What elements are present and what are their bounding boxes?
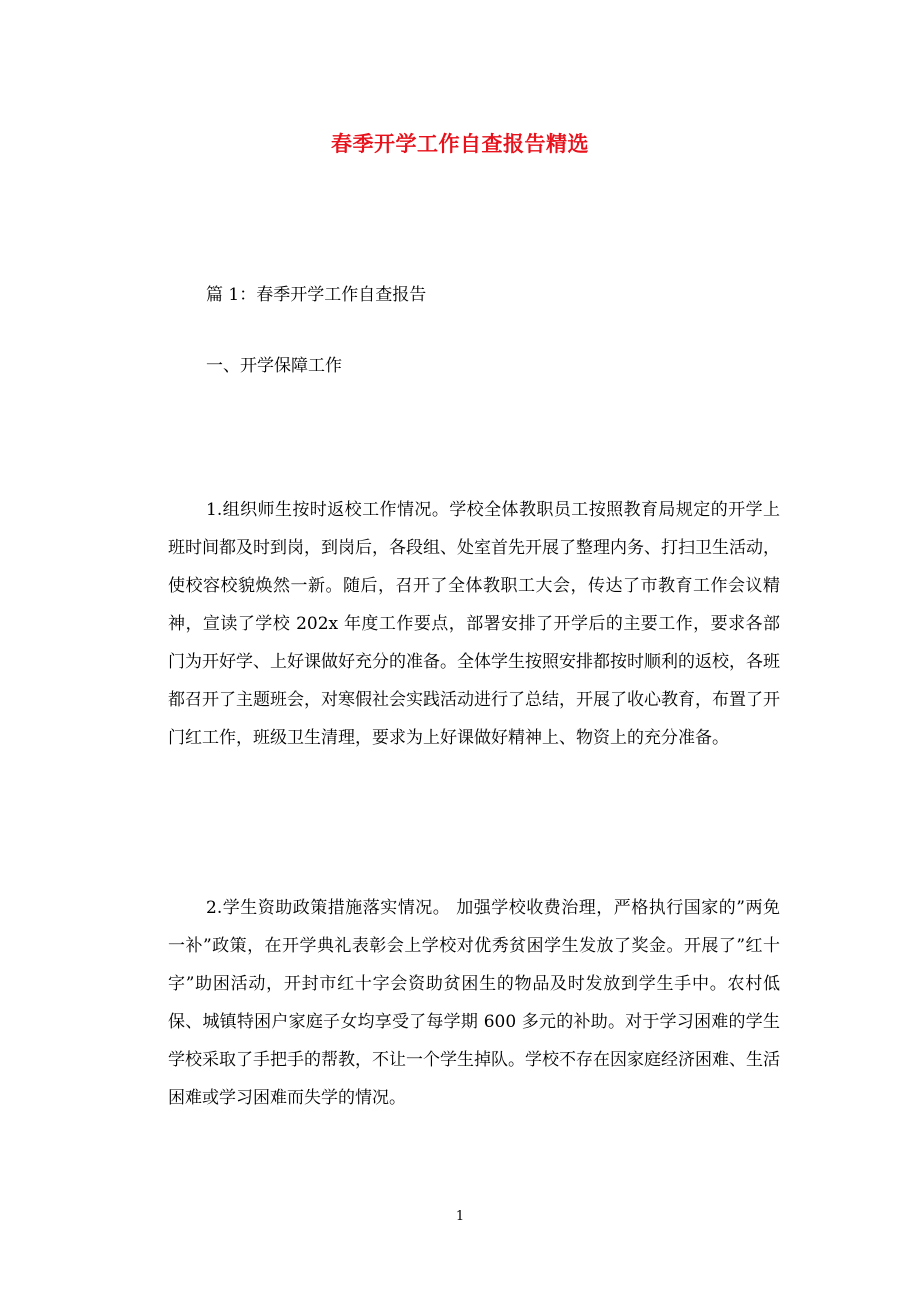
- page-number: 1: [455, 1209, 465, 1224]
- subsection-heading: 一、开学保障工作: [206, 356, 342, 376]
- paragraph-2: 2.学生资助政策措施落实情况。 加强学校收费治理，严格执行国家的”两免一补”政策，在开学典礼表彰会上学校对优秀贫困学生发放了奖金。开展了”红十字”助困活动，开封市红十字会资助贫困生的物品及时发放到学生手中。农村低保、城镇特困户家庭子女均享受了每学期 600 多元的补助。对于学习困难的学生学校采取了手把手的帮教，不让一个学生掉队。学校不存在因家庭经济困难、生活困难或学习困难而失学的情况。: [168, 898, 780, 1108]
- paragraph-1: 1.组织师生按时返校工作情况。学校全体教职员工按照教育局规定的开学上班时间都及时到岗，到岗后，各段组、处室首先开展了整理内务、打扫卫生活动，使校容校貌焕然一新。随后，召开了全体教职工大会，传达了市教育工作会议精神，宣读了学校 202x 年度工作要点，部署安排了开学后的主要工作，要求各部门为开好学、上好课做好充分的准备。全体学生按照安排都按时顺利的返校，各班都召开了主题班会，对寒假社会实践活动进行了总结，开展了收心教育，布置了开门红工作，班级卫生清理，要求为上好课做好精神上、物资上的充分准备。: [168, 500, 780, 748]
- section-heading: 篇 1：春季开学工作自查报告: [206, 285, 427, 305]
- document-title: 春季开学工作自查报告精选: [331, 131, 589, 156]
